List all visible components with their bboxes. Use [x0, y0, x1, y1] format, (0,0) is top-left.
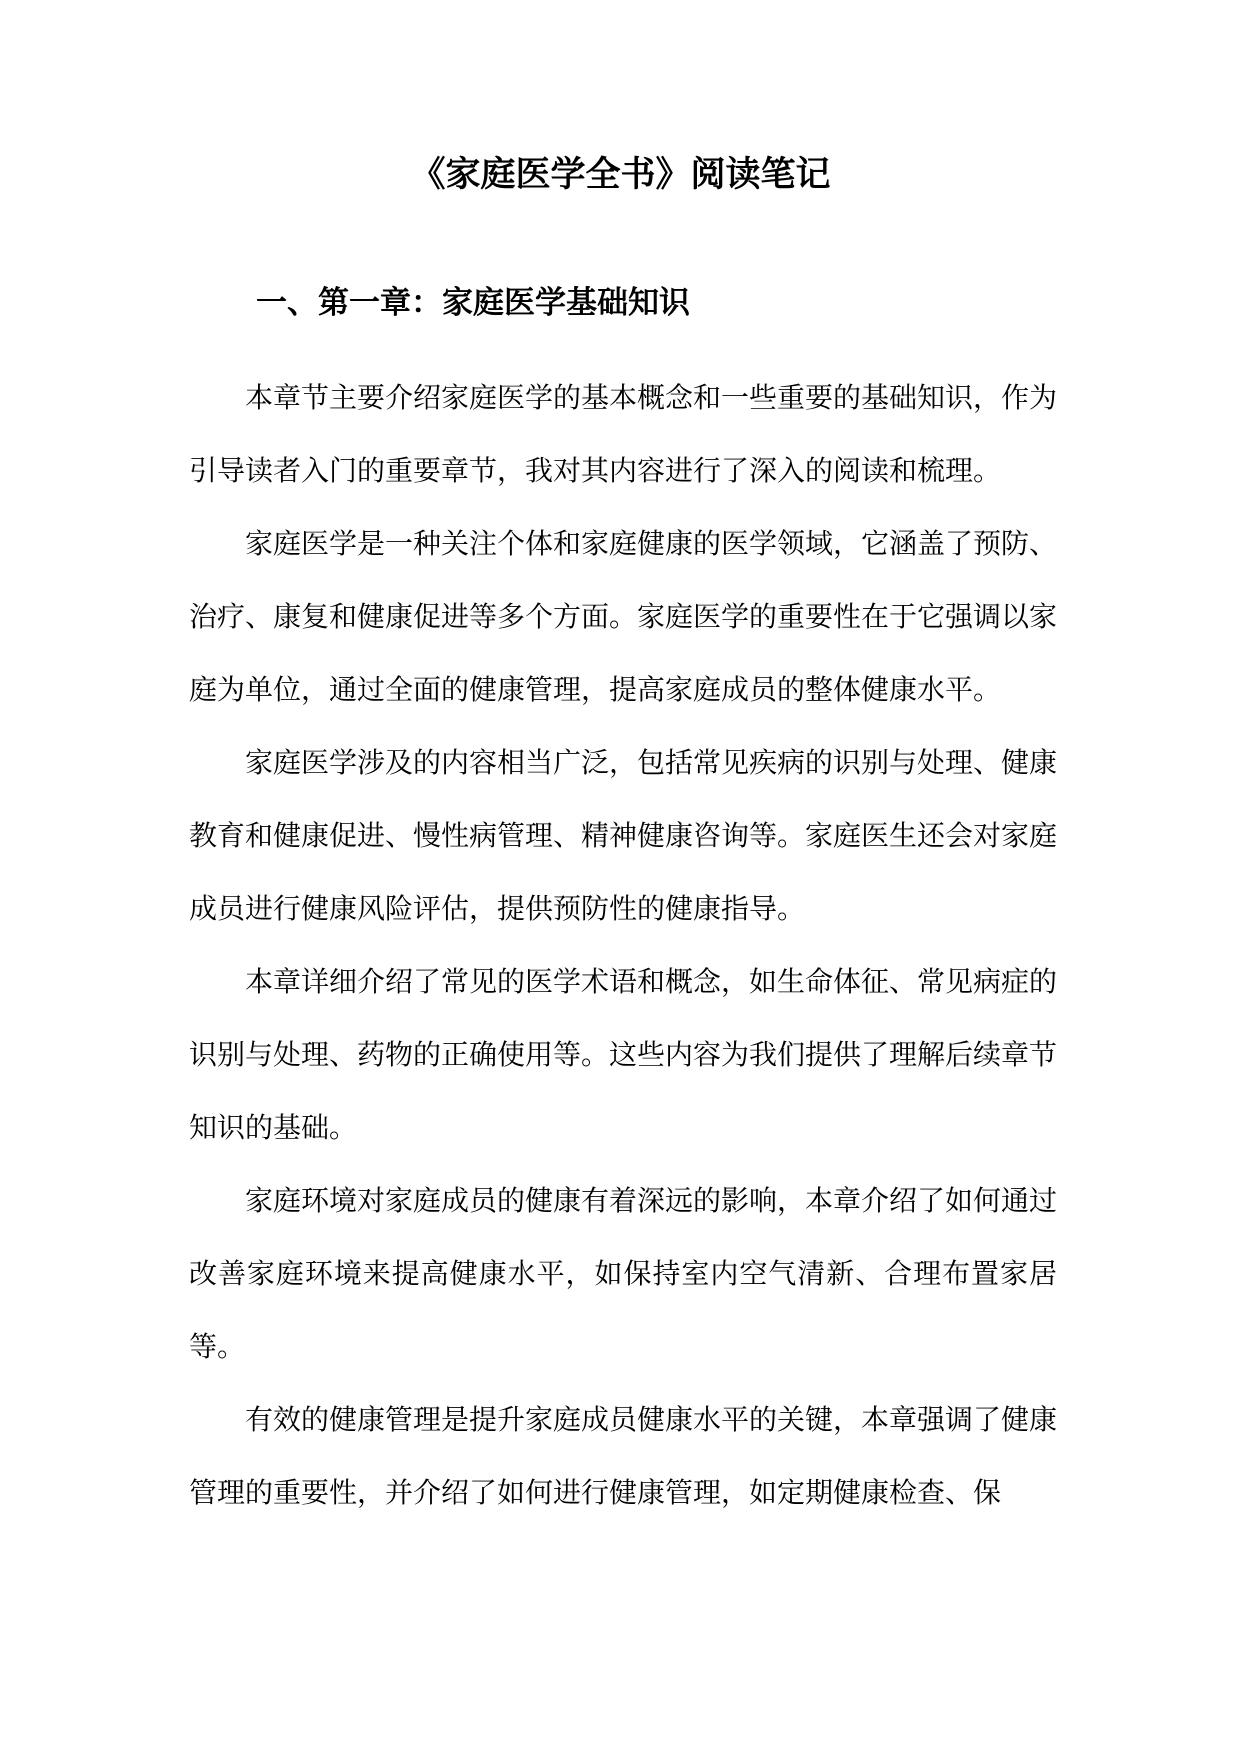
paragraph: 家庭环境对家庭成员的健康有着深远的影响，本章介绍了如何通过改善家庭环境来提高健康水平，如保持室内空气清新、合理布置家居等。: [189, 1184, 1058, 1363]
document-title: 《家庭医学全书》阅读笔记: [410, 154, 831, 195]
paragraph: 本章节主要介绍家庭医学的基本概念和一些重要的基础知识，作为引导读者入门的重要章节，我对其内容进行了深入的阅读和梳理。: [189, 381, 1058, 487]
paragraph: 有效的健康管理是提升家庭成员健康水平的关键，本章强调了健康管理的重要性，并介绍了如何进行健康管理，如定期健康检查、保: [189, 1403, 1058, 1509]
paragraph: 本章详细介绍了常见的医学术语和概念，如生命体征、常见病症的识别与处理、药物的正确使用等。这些内容为我们提供了理解后续章节知识的基础。: [189, 965, 1058, 1144]
paragraph: 家庭医学涉及的内容相当广泛，包括常见疾病的识别与处理、健康教育和健康促进、慢性病管理、精神健康咨询等。家庭医生还会对家庭成员进行健康风险评估，提供预防性的健康指导。: [189, 746, 1058, 925]
section-heading: 一、第一章：家庭医学基础知识: [256, 285, 690, 321]
document-body: [189, 361, 1057, 1529]
paragraph: 家庭医学是一种关注个体和家庭健康的医学领域，它涵盖了预防、治疗、康复和健康促进等多个方面。家庭医学的重要性在于它强调以家庭为单位，通过全面的健康管理，提高家庭成员的整体健康水平。: [189, 527, 1058, 706]
